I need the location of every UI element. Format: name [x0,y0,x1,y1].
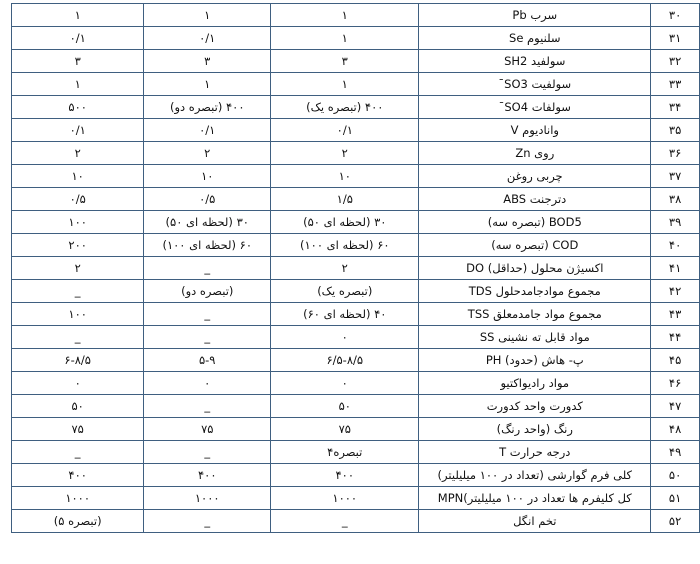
value-cell-2: _ [144,326,271,349]
row-number-cell: ۳۰ [651,4,700,27]
value-cell-2: ۰/۱ [144,119,271,142]
table-row [12,372,700,395]
value-cell-3: ۷۵ [12,418,144,441]
row-number-cell: ۴۰ [651,234,700,257]
value-cell-2: ۴۰۰ [144,464,271,487]
row-number-cell: ۵۱ [651,487,700,510]
parameter-cell: دترجنت ABS [419,188,651,211]
value-cell-1: _ [271,510,419,533]
row-number-cell: ۴۸ [651,418,700,441]
value-cell-3: ۱۰۰ [12,303,144,326]
value-cell-2: _ [144,510,271,533]
row-number-cell: ۴۷ [651,395,700,418]
parameter-cell: مواد رادیواکتیو [419,372,651,395]
value-cell-1: ۰ [271,326,419,349]
value-cell-2: _ [144,395,271,418]
table-row [12,27,700,50]
value-cell-1: ۶/۵-۸/۵ [271,349,419,372]
row-number-cell: ۳۶ [651,142,700,165]
table-row [12,4,700,27]
parameter-cell: سولفید SH2 [419,50,651,73]
value-cell-1: ۶۰ (لحظه ای ۱۰۰) [271,234,419,257]
row-number-cell: ۳۷ [651,165,700,188]
parameter-cell: مواد قابل ته نشینی SS [419,326,651,349]
standards-table [11,3,700,533]
value-cell-1: ۳ [271,50,419,73]
table-row [12,349,700,372]
value-cell-2: ۱۰۰۰ [144,487,271,510]
row-number-cell: ۳۱ [651,27,700,50]
parameter-cell: رنگ (واحد رنگ) [419,418,651,441]
parameter-cell: COD (تبصره سه) [419,234,651,257]
row-number-cell: ۴۲ [651,280,700,303]
value-cell-2: ۴۰۰ (تبصره دو) [144,96,271,119]
value-cell-1: ۴۰۰ (تبصره یک) [271,96,419,119]
value-cell-1: ۱۰ [271,165,419,188]
parameter-cell: کلی فرم گوارشی (تعداد در ۱۰۰ میلیلیتر) [419,464,651,487]
table-row [12,464,700,487]
row-number-cell: ۳۵ [651,119,700,142]
table-row [12,188,700,211]
parameter-cell: کل کلیفرم ها تعداد در ۱۰۰ میلیلیتر)MPN [419,487,651,510]
parameter-cell: سلنیوم Se [419,27,651,50]
value-cell-2: ۱ [144,4,271,27]
value-cell-3: ۰ [12,372,144,395]
table-row [12,257,700,280]
value-cell-3: ۳ [12,50,144,73]
row-number-cell: ۴۶ [651,372,700,395]
value-cell-1: ۱ [271,27,419,50]
parameter-cell: پ- هاش (حدود) PH [419,349,651,372]
value-cell-2: ۱ [144,73,271,96]
row-number-cell: ۳۴ [651,96,700,119]
table-row [12,395,700,418]
parameter-cell: کدورت واحد کدورت [419,395,651,418]
value-cell-1: ۵۰ [271,395,419,418]
parameter-cell: روی Zn [419,142,651,165]
table-row [12,234,700,257]
value-cell-3: _ [12,280,144,303]
value-cell-3: ۵۰ [12,395,144,418]
row-number-cell: ۴۵ [651,349,700,372]
value-cell-3: ۱۰۰ [12,211,144,234]
value-cell-2: ۶۰ (لحظه ای ۱۰۰) [144,234,271,257]
row-number-cell: ۴۱ [651,257,700,280]
value-cell-3: ۵۰۰ [12,96,144,119]
row-number-cell: ۳۳ [651,73,700,96]
table-row [12,50,700,73]
value-cell-2: ۲ [144,142,271,165]
parameter-cell: سولفات SO4¯ [419,96,651,119]
value-cell-1: ۰ [271,372,419,395]
value-cell-1: تبصره۴ [271,441,419,464]
row-number-cell: ۴۹ [651,441,700,464]
table-row [12,142,700,165]
value-cell-1: ۰/۱ [271,119,419,142]
value-cell-3: ۱ [12,4,144,27]
table-row [12,96,700,119]
value-cell-1: ۴۰ (لحظه ای ۶۰) [271,303,419,326]
value-cell-3: ۰/۱ [12,119,144,142]
value-cell-2: _ [144,257,271,280]
value-cell-1: ۱۰۰۰ [271,487,419,510]
table-row [12,165,700,188]
value-cell-1: (تبصره یک) [271,280,419,303]
value-cell-2: ۳۰ (لحظه ای ۵۰) [144,211,271,234]
parameter-cell: تخم انگل [419,510,651,533]
row-number-cell: ۳۸ [651,188,700,211]
value-cell-3: ۲ [12,257,144,280]
value-cell-1: ۴۰۰ [271,464,419,487]
value-cell-3: ۱ [12,73,144,96]
value-cell-3: ۰/۱ [12,27,144,50]
value-cell-1: ۷۵ [271,418,419,441]
value-cell-3: ۶-۸/۵ [12,349,144,372]
value-cell-2: ۱۰ [144,165,271,188]
row-number-cell: ۴۴ [651,326,700,349]
value-cell-3: ۲۰۰ [12,234,144,257]
row-number-cell: ۵۰ [651,464,700,487]
parameter-cell: درجه حرارت T [419,441,651,464]
value-cell-2: ۵-۹ [144,349,271,372]
table-row [12,73,700,96]
value-cell-3: _ [12,441,144,464]
table-row [12,510,700,533]
parameter-cell: BOD5 (تبصره سه) [419,211,651,234]
value-cell-3: (تبصره ۵) [12,510,144,533]
row-number-cell: ۳۹ [651,211,700,234]
table-row [12,418,700,441]
value-cell-3: ۴۰۰ [12,464,144,487]
value-cell-2: ۰ [144,372,271,395]
row-number-cell: ۳۲ [651,50,700,73]
parameter-cell: اکسیژن محلول (حداقل) DO [419,257,651,280]
standards-table-body [12,4,700,533]
row-number-cell: ۴۳ [651,303,700,326]
value-cell-1: ۳۰ (لحظه ای ۵۰) [271,211,419,234]
value-cell-1: ۲ [271,142,419,165]
value-cell-3: ۲ [12,142,144,165]
value-cell-1: ۱ [271,73,419,96]
parameter-cell: سرب Pb [419,4,651,27]
value-cell-1: ۱ [271,4,419,27]
table-row [12,487,700,510]
value-cell-2: ۰/۵ [144,188,271,211]
table-row [12,303,700,326]
value-cell-3: _ [12,326,144,349]
value-cell-2: _ [144,441,271,464]
table-row [12,280,700,303]
parameter-cell: سولفیت SO3¯ [419,73,651,96]
table-row [12,211,700,234]
value-cell-3: ۰/۵ [12,188,144,211]
parameter-cell: چربی روغن [419,165,651,188]
value-cell-3: ۱۰ [12,165,144,188]
value-cell-2: _ [144,303,271,326]
value-cell-1: ۱/۵ [271,188,419,211]
value-cell-2: ۷۵ [144,418,271,441]
table-row [12,441,700,464]
parameter-cell: مجموع موادجامدحلول TDS [419,280,651,303]
value-cell-1: ۲ [271,257,419,280]
table-row [12,119,700,142]
table-row [12,326,700,349]
value-cell-2: (تبصره دو) [144,280,271,303]
value-cell-2: ۰/۱ [144,27,271,50]
row-number-cell: ۵۲ [651,510,700,533]
value-cell-3: ۱۰۰۰ [12,487,144,510]
value-cell-2: ۳ [144,50,271,73]
parameter-cell: مجموع مواد جامدمعلق TSS [419,303,651,326]
parameter-cell: وانادیوم V [419,119,651,142]
